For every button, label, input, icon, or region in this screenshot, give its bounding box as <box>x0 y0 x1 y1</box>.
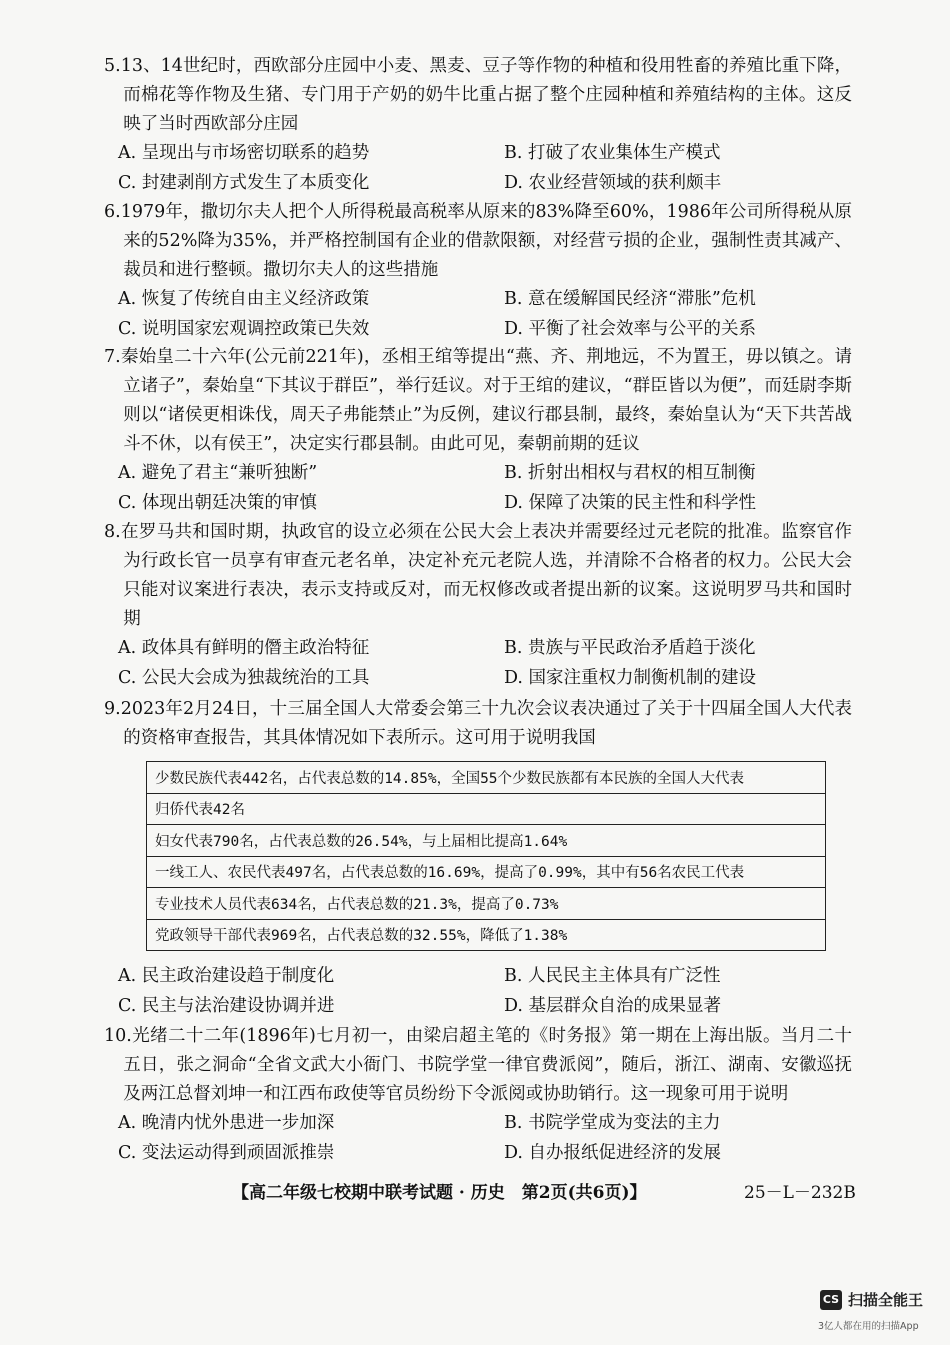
option-c: C. 封建剥削方式发生了本质变化 <box>118 173 370 193</box>
option-a: A. 呈现出与市场密切联系的趋势 <box>118 143 370 163</box>
question-9 <box>104 695 852 753</box>
table-row <box>147 919 826 951</box>
page-footer-title: 【高二年级七校期中联考试题 · 历史 第2页(共6页)】 <box>232 1183 647 1203</box>
option-a: A. 政体具有鲜明的僭主政治特征 <box>118 638 370 658</box>
options <box>104 962 852 1021</box>
option-d: D. 自办报纸促进经济的发展 <box>504 1143 722 1163</box>
option-c: C. 民主与法治建设协调并进 <box>118 996 335 1016</box>
watermark-tagline: 3亿人都在用的扫描App <box>818 1321 919 1332</box>
question-stem: 8.在罗马共和国时期，执政官的设立必须在公民大会上表决并需要经过元老院的批准。监察官作为行政长官一员享有审查元老名单，决定补充元老院人选，并清除不合格者的权力。公民大会只能对议案进行表决，表示支持或反对，而无权修改或者提出新的议案。这说明罗马共和国时期 <box>104 522 852 629</box>
table-cell: 专业技术人员代表634名，占代表总数的21.3%，提高了0.73% <box>147 888 826 920</box>
option-d: D. 平衡了社会效率与公平的关系 <box>504 319 757 339</box>
question-stem: 6.1979年，撒切尔夫人把个人所得税最高税率从原来的83%降至60%，1986年公司所得税从原来的52%降为35%，并严格控制国有企业的借款限额，对经营亏损的企业，强制性责其减产、裁员和进行整顿。撒切尔夫人的这些措施 <box>104 202 852 280</box>
option-a: A. 避免了君主“兼听独断” <box>118 463 318 483</box>
options <box>104 285 852 344</box>
question-6 <box>104 198 852 344</box>
option-c: C. 体现出朝廷决策的审慎 <box>118 493 317 513</box>
camscanner-logo-icon: CS <box>820 1290 842 1310</box>
options <box>104 1109 852 1168</box>
table-cell: 党政领导干部代表969名，占代表总数的32.55%，降低了1.38% <box>147 919 826 951</box>
table-cell: 归侨代表42名 <box>147 793 826 825</box>
watermark-name: 扫描全能王 <box>848 1291 924 1309</box>
option-b: B. 打破了农业集体生产模式 <box>504 143 721 163</box>
option-c: C. 说明国家宏观调控政策已失效 <box>118 319 370 339</box>
question-stem: 5.13、14世纪时，西欧部分庄园中小麦、黑麦、豆子等作物的种植和役用牲畜的养殖比重下降，而棉花等作物及生猪、专门用于产奶的奶牛比重占据了整个庄园种植和养殖结构的主体。这反映了当时西欧部分庄园 <box>104 56 852 134</box>
option-b: B. 人民民主主体具有广泛性 <box>504 966 721 986</box>
page-footer-code: 25－L－232B <box>744 1183 856 1203</box>
option-d: D. 国家注重权力制衡机制的建设 <box>504 668 757 688</box>
option-c: C. 变法运动得到顽固派推崇 <box>118 1143 335 1163</box>
scanner-watermark <box>820 1289 923 1310</box>
option-d: D. 保障了决策的民主性和科学性 <box>504 493 757 513</box>
option-b: B. 折射出相权与君权的相互制衡 <box>504 463 756 483</box>
option-d: D. 农业经营领域的获利颇丰 <box>504 173 722 193</box>
option-a: A. 晚清内忧外患进一步加深 <box>118 1113 335 1133</box>
table-row <box>147 793 826 825</box>
question-10 <box>104 1022 852 1168</box>
option-b: B. 意在缓解国民经济“滞胀”危机 <box>504 289 756 309</box>
table-row <box>147 856 826 888</box>
options <box>104 139 852 198</box>
question-stem: 7.秦始皇二十六年(公元前221年)，丞相王绾等提出“燕、齐、荆地远，不为置王，毋以镇之。请立诸子”，秦始皇“下其议于群臣”，举行廷议。对于王绾的建议，“群臣皆以为便”，而廷尉李斯则以“诸侯更相诛伐，周天子弗能禁止”为反例，建议行郡县制，最终，秦始皇认为“天下共苦战斗不休，以有侯王”，决定实行郡县制。由此可见，秦朝前期的廷议 <box>104 347 852 454</box>
options <box>104 634 852 693</box>
table-row <box>147 825 826 857</box>
option-b: B. 贵族与平民政治矛盾趋于淡化 <box>504 638 756 658</box>
table-cell: 少数民族代表442名，占代表总数的14.85%，全国55个少数民族都有本民族的全国人大代表 <box>147 762 826 794</box>
question-stem: 9.2023年2月24日，十三届全国人大常委会第三十九次会议表决通过了关于十四届全国人大代表的资格审查报告，其具体情况如下表所示。这可用于说明我国 <box>104 699 852 748</box>
table-cell: 一线工人、农民代表497名，占代表总数的16.69%，提高了0.99%，其中有56名农民工代表 <box>147 856 826 888</box>
question-7 <box>104 343 852 518</box>
question-8 <box>104 518 852 693</box>
option-a: A. 民主政治建设趋于制度化 <box>118 966 335 986</box>
delegate-table <box>146 761 826 951</box>
question-5 <box>104 52 852 198</box>
option-a: A. 恢复了传统自由主义经济政策 <box>118 289 370 309</box>
table-row <box>147 888 826 920</box>
option-c: C. 公民大会成为独裁统治的工具 <box>118 668 370 688</box>
option-b: B. 书院学堂成为变法的主力 <box>504 1113 721 1133</box>
table-cell: 妇女代表790名，占代表总数的26.54%，与上届相比提高1.64% <box>147 825 826 857</box>
options <box>104 459 852 518</box>
question-9-options <box>104 962 852 1021</box>
option-d: D. 基层群众自治的成果显著 <box>504 996 722 1016</box>
table-row <box>147 762 826 794</box>
question-stem: 10.光绪二十二年(1896年)七月初一，由梁启超主笔的《时务报》第一期在上海出版。当月二十五日，张之洞命“全省文武大小衙门、书院学堂一律官费派阅”，随后，浙江、湖南、安徽巡抚及两江总督刘坤一和江西布政使等官员纷纷下令派阅或协助销行。这一现象可用于说明 <box>104 1026 852 1104</box>
